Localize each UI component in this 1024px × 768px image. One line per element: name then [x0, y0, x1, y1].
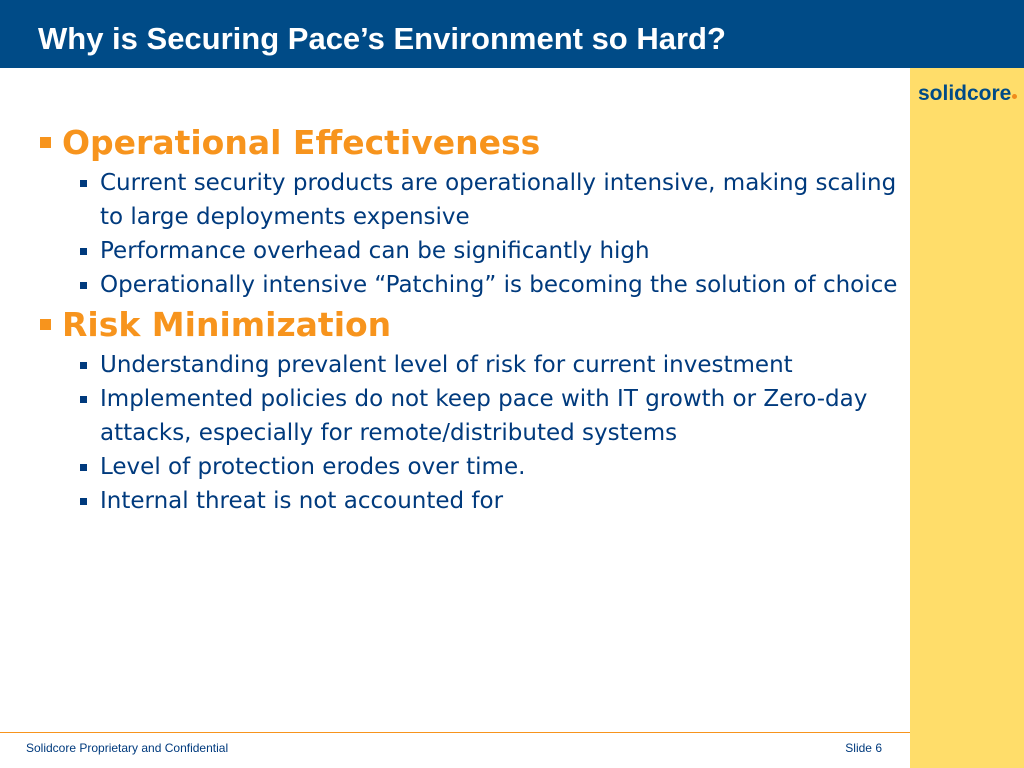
section-heading-text: Operational Effectiveness [62, 123, 541, 162]
solidcore-logo [918, 82, 1017, 106]
footer-confidential: Solidcore Proprietary and Confidential [26, 741, 229, 755]
square-bullet-icon [40, 319, 51, 330]
bullet-text: Level of protection erodes over time. [100, 454, 526, 480]
logo-text: solidcore [918, 82, 1012, 105]
section-heading-text: Risk Minimization [62, 305, 392, 344]
square-bullet-icon [80, 498, 87, 505]
right-sidebar [910, 68, 1024, 768]
square-bullet-icon [80, 282, 87, 289]
bullet-point [38, 484, 898, 518]
bullet-point [38, 348, 898, 382]
section-heading-operational [38, 120, 898, 166]
bullet-text: Current security products are operationally intensive, making scaling to large deployments expensive [100, 170, 897, 230]
bullet-point [38, 234, 898, 268]
bullet-point [38, 166, 898, 234]
square-bullet-icon [40, 137, 51, 148]
square-bullet-icon [80, 464, 87, 471]
bullet-text: Performance overhead can be significantly high [100, 238, 650, 264]
bullet-text: Operationally intensive “Patching” is becoming the solution of choice [100, 272, 898, 298]
slide-content [38, 120, 898, 518]
slide-number: Slide 6 [845, 741, 882, 755]
square-bullet-icon [80, 180, 87, 187]
bullet-point [38, 268, 898, 302]
bullet-text: Internal threat is not accounted for [100, 488, 504, 514]
section-heading-risk [38, 302, 898, 348]
square-bullet-icon [80, 396, 87, 403]
bullet-text: Implemented policies do not keep pace with IT growth or Zero-day attacks, especially for remote/distributed systems [100, 386, 868, 446]
bullet-point [38, 450, 898, 484]
footer-divider [0, 732, 910, 733]
bullet-text: Understanding prevalent level of risk for current investment [100, 352, 793, 378]
square-bullet-icon [80, 362, 87, 369]
slide-title: Why is Securing Pace’s Environment so Hard? [38, 21, 726, 56]
square-bullet-icon [80, 248, 87, 255]
bullet-point [38, 382, 898, 450]
logo-dot-icon [1012, 94, 1017, 99]
